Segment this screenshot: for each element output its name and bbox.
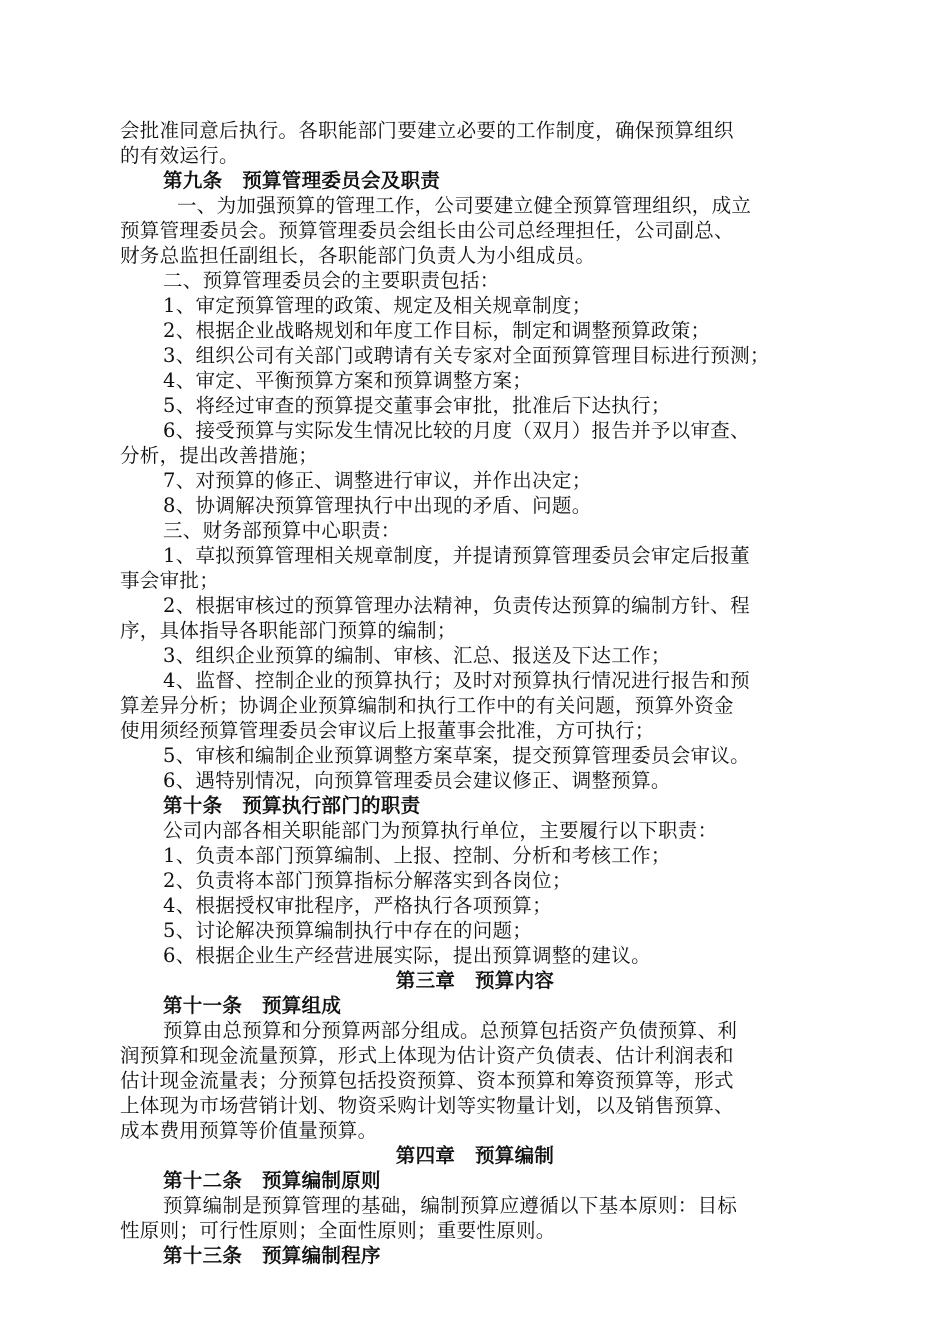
paragraph-line: 上体现为市场营销计划、物资采购计划等实物量计划，以及销售预算、 [120,1094,734,1117]
list-item: 4、监督、控制企业的预算执行；及时对预算执行情况进行报告和预 [163,669,750,692]
paragraph-line: 成本费用预算等价值量预算。 [120,1119,378,1142]
list-item: 2、负责将本部门预算指标分解落实到各岗位； [163,869,572,892]
paragraph-line: 公司内部各相关职能部门为预算执行单位，主要履行以下职责： [163,819,718,842]
article-heading-13: 第十三条 预算编制程序 [163,1244,381,1267]
list-item: 6、接受预算与实际发生情况比较的月度（双月）报告并予以审查、 [163,419,750,442]
list-item: 5、审核和编制企业预算调整方案草案，提交预算管理委员会审议。 [163,744,750,767]
list-item: 5、将经过审查的预算提交董事会审批，批准后下达执行； [163,394,671,417]
list-item: 1、负责本部门预算编制、上报、控制、分析和考核工作； [163,844,671,867]
list-item: 3、组织公司有关部门或聘请有关专家对全面预算管理目标进行预测； [163,344,770,367]
list-item: 4、审定、平衡预算方案和预算调整方案； [163,369,533,392]
list-item: 5、讨论解决预算编制执行中存在的问题； [163,919,533,942]
article-heading-10: 第十条 预算执行部门的职责 [163,794,421,817]
paragraph-line: 性原则；可行性原则；全面性原则；重要性原则。 [120,1219,556,1242]
paragraph-line: 预算由总预算和分预算两部分组成。总预算包括资产负债预算、利 [163,1019,738,1042]
paragraph-line: 三、财务部预算中心职责： [163,519,401,542]
paragraph-line: 事会审批； [120,569,220,592]
list-item: 1、审定预算管理的政策、规定及相关规章制度； [163,294,592,317]
article-heading-9: 第九条 预算管理委员会及职责 [163,169,441,192]
paragraph-line: 算差异分析；协调企业预算编制和执行工作中的有关问题，预算外资金 [120,694,734,717]
paragraph-line: 预算管理委员会。预算管理委员会组长由公司总经理担任，公司副总、 [120,219,734,242]
list-item: 8、协调解决预算管理执行中出现的矛盾、问题。 [163,494,592,517]
list-item: 4、根据授权审批程序，严格执行各项预算； [163,894,552,917]
paragraph-line: 二、预算管理委员会的主要职责包括： [163,269,500,292]
list-item: 2、根据企业战略规划和年度工作目标，制定和调整预算政策； [163,319,711,342]
list-item: 2、根据审核过的预算管理办法精神，负责传达预算的编制方针、程 [163,594,750,617]
paragraph-line: 分析，提出改善措施； [120,444,319,467]
list-item: 7、对预算的修正、调整进行审议，并作出决定； [163,469,592,492]
list-item: 6、根据企业生产经营进展实际，提出预算调整的建议。 [163,944,651,967]
paragraph-line: 会批准同意后执行。各职能部门要建立必要的工作制度，确保预算组织 [120,119,734,142]
chapter-heading-3: 第三章 预算内容 [395,969,555,992]
paragraph-line: 序，具体指导各职能部门预算的编制； [120,619,457,642]
paragraph-line: 润预算和现金流量预算，形式上体现为估计资产负债表、估计利润表和 [120,1044,734,1067]
paragraph-line: 一、为加强预算的管理工作，公司要建立健全预算管理组织，成立 [177,194,752,217]
list-item: 1、草拟预算管理相关规章制度，并提请预算管理委员会审定后报董 [163,544,750,567]
paragraph-line: 使用须经预算管理委员会审议后上报董事会批准，方可执行； [120,719,655,742]
list-item: 6、遇特别情况，向预算管理委员会建议修正、调整预算。 [163,769,671,792]
paragraph-line: 估计现金流量表；分预算包括投资预算、资本预算和筹资预算等，形式 [120,1069,734,1092]
paragraph-line: 的有效运行。 [120,144,239,167]
article-heading-12: 第十二条 预算编制原则 [163,1169,381,1192]
paragraph-line: 预算编制是预算管理的基础，编制预算应遵循以下基本原则：目标 [163,1194,738,1217]
list-item: 3、组织企业预算的编制、审核、汇总、报送及下达工作； [163,644,671,667]
article-heading-11: 第十一条 预算组成 [163,994,342,1017]
paragraph-line: 财务总监担任副组长，各职能部门负责人为小组成员。 [120,244,596,267]
chapter-heading-4: 第四章 预算编制 [395,1144,555,1167]
